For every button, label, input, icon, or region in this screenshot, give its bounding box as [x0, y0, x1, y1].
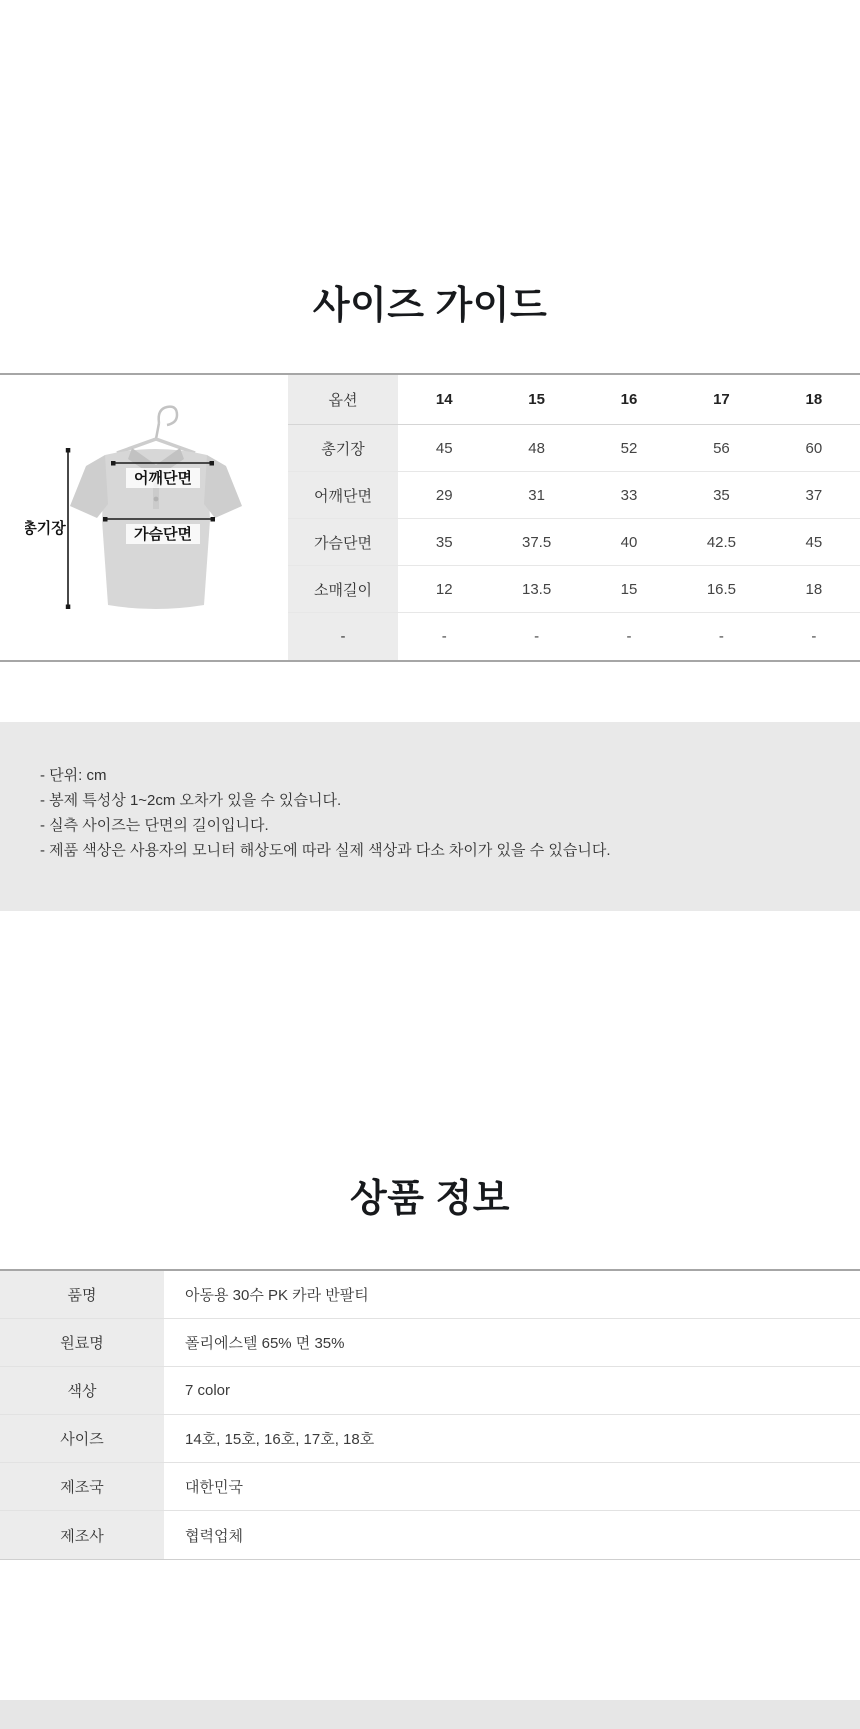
- size-col-header: 14: [435, 391, 453, 408]
- measure-value: 42.5: [706, 533, 737, 551]
- measure-value: 56: [713, 439, 730, 457]
- product-attr-value: 협력업체: [185, 1527, 243, 1545]
- shoulder-measure-label: 어깨단면: [134, 470, 192, 487]
- product-attr-value: 대한민국: [185, 1479, 243, 1496]
- product-attr-name: 제조사: [0, 1511, 164, 1559]
- product-attr-name: 품명: [0, 1271, 164, 1318]
- product-info-row: [0, 1415, 860, 1463]
- product-attr-value: 아동용 30수 PK 카라 반팔티: [185, 1287, 369, 1304]
- product-info-row: [0, 1367, 860, 1415]
- size-table-row: [288, 566, 860, 613]
- note-line: - 단위: cm: [40, 767, 107, 784]
- measure-value: 37: [805, 486, 823, 504]
- product-info-title: 상품 정보: [350, 1178, 510, 1220]
- measure-value: 35: [713, 486, 730, 504]
- measure-value: 18: [805, 580, 823, 598]
- measure-value: 35: [435, 533, 453, 551]
- product-attr-name: 원료명: [0, 1319, 164, 1366]
- size-col-header: 16: [620, 391, 638, 408]
- measure-value: -: [534, 628, 540, 645]
- product-info-row: [0, 1271, 860, 1319]
- size-guide-bottom-divider: [0, 660, 860, 662]
- measure-value: 29: [435, 486, 453, 504]
- size-table: [288, 375, 860, 660]
- polo-shirt-diagram-icon: [25, 385, 280, 613]
- measure-value: 60: [805, 439, 823, 457]
- measure-value: 13.5: [522, 580, 552, 598]
- size-table-header-row: [288, 375, 860, 425]
- size-table-option-header: 옵션: [288, 375, 398, 424]
- measure-value: 48: [528, 439, 545, 457]
- measure-value: -: [441, 628, 447, 645]
- measure-value: 45: [805, 533, 823, 551]
- measure-value: 15: [620, 580, 638, 598]
- product-info-row: [0, 1319, 860, 1367]
- measure-value: -: [718, 628, 724, 645]
- measure-value: -: [626, 628, 632, 645]
- product-attr-value: 14호, 15호, 16호, 17호, 18호: [185, 1431, 375, 1448]
- measure-name: 총기장: [288, 425, 398, 471]
- product-attr-value: 7 color: [185, 1382, 231, 1399]
- size-guide-notes: [0, 722, 860, 911]
- measure-value: 12: [435, 580, 453, 598]
- next-section-edge: [0, 1700, 860, 1729]
- measure-value: 33: [620, 486, 638, 504]
- measure-name: 가슴단면: [288, 519, 398, 565]
- shirt-measurement-illustration: [25, 385, 280, 613]
- size-col-header: 18: [805, 391, 823, 408]
- measure-value: -: [811, 628, 817, 645]
- measure-value: 16.5: [706, 580, 737, 598]
- product-info-row: [0, 1511, 860, 1559]
- size-col-header: 15: [528, 391, 545, 408]
- measure-value: 37.5: [522, 533, 552, 551]
- size-table-row: [288, 425, 860, 472]
- product-info-row: [0, 1463, 860, 1511]
- note-line: - 봉제 특성상 1~2cm 오차가 있을 수 있습니다.: [40, 792, 342, 809]
- size-table-row: [288, 519, 860, 566]
- measure-value: 52: [620, 439, 638, 457]
- measure-value: 45: [435, 439, 453, 457]
- measure-name: 소매길이: [288, 566, 398, 612]
- chest-measure-label: 가슴단면: [134, 526, 192, 543]
- measure-name: 어깨단면: [288, 472, 398, 518]
- size-col-header: 17: [713, 391, 730, 408]
- size-guide-title: 사이즈 가이드: [312, 285, 548, 327]
- size-table-row: [288, 613, 860, 660]
- product-attr-name: 제조국: [0, 1463, 164, 1510]
- product-attr-name: 색상: [0, 1367, 164, 1414]
- measure-value: 31: [528, 486, 545, 504]
- product-attr-value: 폴리에스텔 65% 면 35%: [185, 1335, 345, 1352]
- size-table-row: [288, 472, 860, 519]
- total-length-measure-label: 총기장: [25, 520, 66, 537]
- measure-name: -: [288, 613, 398, 660]
- product-info-table: [0, 1269, 860, 1560]
- product-attr-name: 사이즈: [0, 1415, 164, 1462]
- measure-value: 40: [620, 533, 638, 551]
- note-line: - 실측 사이즈는 단면의 길이입니다.: [40, 817, 269, 834]
- note-line: - 제품 색상은 사용자의 모니터 해상도에 따라 실제 색상과 다소 차이가 있을 수 있습니다.: [40, 842, 611, 859]
